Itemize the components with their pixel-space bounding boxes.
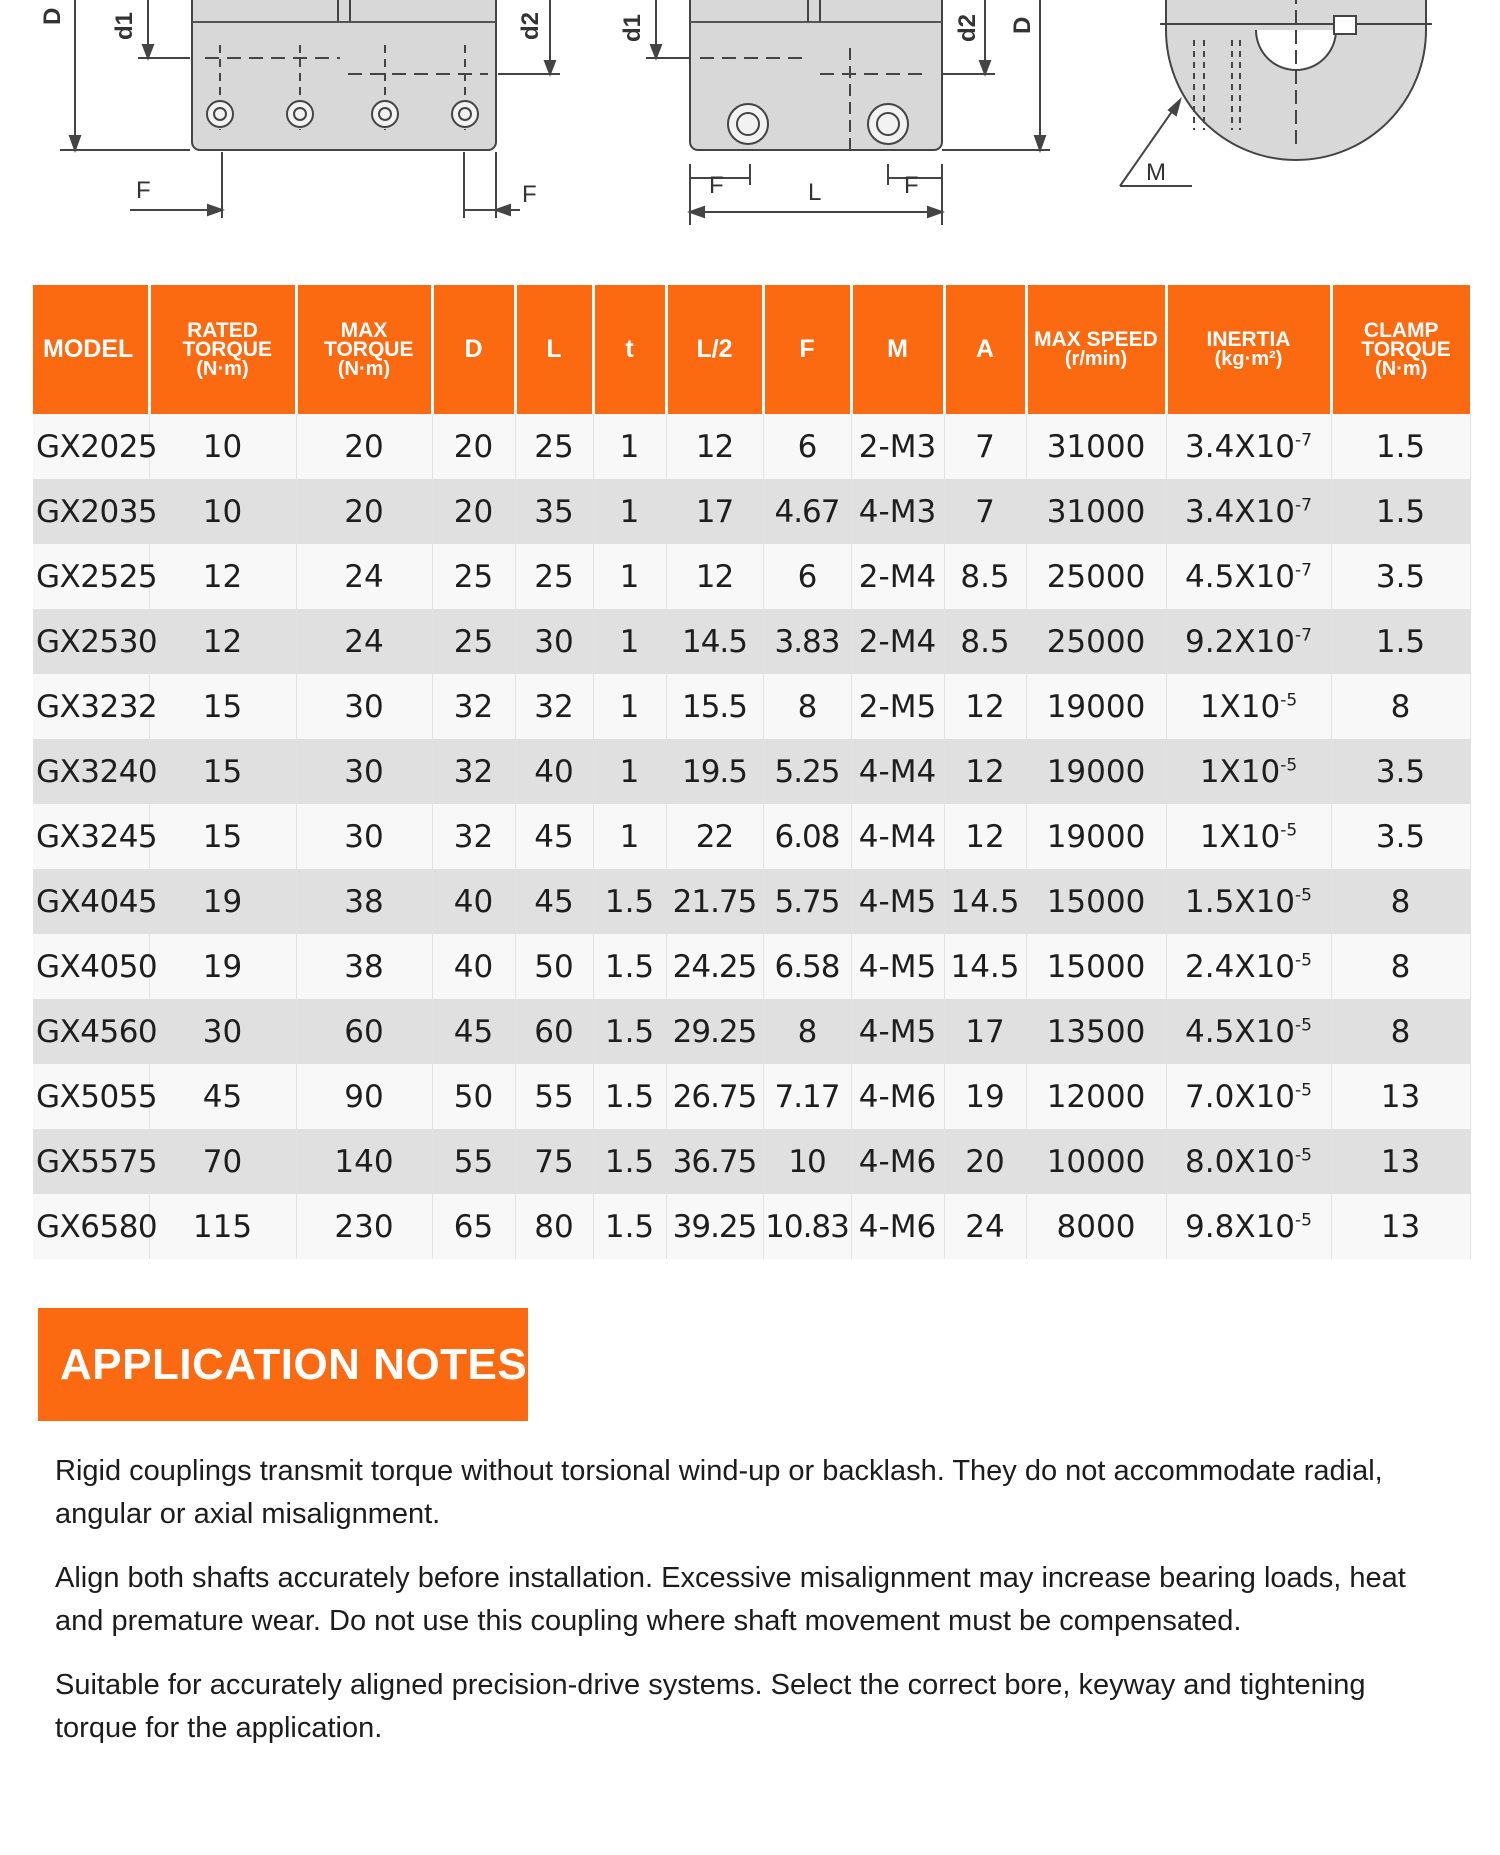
dim-label-F-left-b: F xyxy=(522,181,537,208)
cell-A: 8.5 xyxy=(944,544,1026,609)
table-row xyxy=(33,609,1470,674)
header-D: D xyxy=(432,285,515,414)
cell-F: 4.67 xyxy=(763,479,851,544)
cell-clamp-torque: 8 xyxy=(1331,869,1470,934)
note-paragraph-1: Rigid couplings transmit torque without torsional wind-up or backlash. They do not accommodate radial, angular or axial misalignment. xyxy=(55,1455,1383,1530)
cell-M: 4-M6 xyxy=(851,1129,944,1194)
inertia-exponent: -5 xyxy=(1295,950,1312,971)
cell-clamp-torque: 3.5 xyxy=(1331,739,1470,804)
cell-clamp-torque: 3.5 xyxy=(1331,804,1470,869)
cell-rated-torque: 15 xyxy=(149,739,296,804)
cell-M: 4-M6 xyxy=(851,1194,944,1259)
cell-max-torque: 20 xyxy=(296,479,432,544)
cell-clamp-torque: 13 xyxy=(1331,1064,1470,1129)
cell-D: 25 xyxy=(432,544,515,609)
cell-L: 45 xyxy=(515,869,593,934)
cell-M: 2-M3 xyxy=(851,414,944,479)
cell-t: 1 xyxy=(593,609,666,674)
table-row xyxy=(33,739,1470,804)
cell-max-torque: 230 xyxy=(296,1194,432,1259)
cell-rated-torque: 30 xyxy=(149,999,296,1064)
cell-t: 1.5 xyxy=(593,869,666,934)
dim-label-M-right: M xyxy=(1146,159,1166,186)
inertia-exponent: -5 xyxy=(1295,885,1312,906)
cell-inertia: $1X10^{-5}$ xyxy=(1166,739,1331,804)
header-model: MODEL xyxy=(33,285,149,414)
cell-F: 10 xyxy=(763,1129,851,1194)
table-row xyxy=(33,934,1470,999)
cell-model: GX5575 xyxy=(33,1129,149,1194)
cell-L: 75 xyxy=(515,1129,593,1194)
cell-L: 35 xyxy=(515,479,593,544)
cell-max-torque: 30 xyxy=(296,674,432,739)
cell-max-torque: 60 xyxy=(296,999,432,1064)
cell-F: 7.17 xyxy=(763,1064,851,1129)
dim-label-d1-mid: d1 xyxy=(619,13,646,42)
cell-max-torque: 30 xyxy=(296,739,432,804)
header-M: M xyxy=(851,285,944,414)
cell-model: GX6580 xyxy=(33,1194,149,1259)
cell-clamp-torque: 1.5 xyxy=(1331,414,1470,479)
cell-clamp-torque: 13 xyxy=(1331,1129,1470,1194)
note-paragraph-2: Align both shafts accurately before installation. Excessive misalignment may increase bearing loads, heat and premature wear. Do not use this coupling where shaft movement must be compensated. xyxy=(55,1562,1406,1637)
table-row xyxy=(33,674,1470,739)
cell-max-torque: 38 xyxy=(296,869,432,934)
cell-t: 1 xyxy=(593,414,666,479)
header-t: t xyxy=(593,285,666,414)
cell-F: 5.25 xyxy=(763,739,851,804)
cell-A: 7 xyxy=(944,414,1026,479)
cell-clamp-torque: 8 xyxy=(1331,934,1470,999)
cell-D: 65 xyxy=(432,1194,515,1259)
cell-max-speed: 12000 xyxy=(1026,1064,1166,1129)
cell-D: 25 xyxy=(432,609,515,674)
technical-drawing xyxy=(0,0,1500,250)
cell-L: 45 xyxy=(515,804,593,869)
cell-rated-torque: 15 xyxy=(149,674,296,739)
table-row xyxy=(33,804,1470,869)
cell-inertia: $9.8X10^{-5}$ xyxy=(1166,1194,1331,1259)
header-row xyxy=(33,285,1470,414)
header-max-torque: MAX TORQUE (N·m) xyxy=(296,285,432,414)
cell-max-speed: 15000 xyxy=(1026,934,1166,999)
cell-t: 1 xyxy=(593,544,666,609)
cell-rated-torque: 19 xyxy=(149,934,296,999)
header-F: F xyxy=(763,285,851,414)
cell-max-speed: 25000 xyxy=(1026,544,1166,609)
cell-L-half: 36.75 xyxy=(666,1129,763,1194)
cell-inertia: $7.0X10^{-5}$ xyxy=(1166,1064,1331,1129)
cell-F: 10.83 xyxy=(763,1194,851,1259)
cell-A: 20 xyxy=(944,1129,1026,1194)
cell-L: 30 xyxy=(515,609,593,674)
cell-L-half: 22 xyxy=(666,804,763,869)
dim-label-F-mid-b: F xyxy=(904,172,919,199)
cell-A: 12 xyxy=(944,739,1026,804)
spec-table-body xyxy=(33,414,1470,1259)
cell-inertia: $1X10^{-5}$ xyxy=(1166,804,1331,869)
cell-A: 17 xyxy=(944,999,1026,1064)
inertia-exponent: -7 xyxy=(1295,625,1312,646)
cell-D: 40 xyxy=(432,869,515,934)
cell-F: 8 xyxy=(763,999,851,1064)
cell-clamp-torque: 8 xyxy=(1331,999,1470,1064)
cell-clamp-torque: 1.5 xyxy=(1331,609,1470,674)
inertia-exponent: -5 xyxy=(1280,820,1298,841)
header-L-half: L/2 xyxy=(666,285,763,414)
cell-max-speed: 8000 xyxy=(1026,1194,1166,1259)
cell-model: GX4045 xyxy=(33,869,149,934)
cell-L-half: 17 xyxy=(666,479,763,544)
dim-label-L-mid: L xyxy=(808,179,822,206)
cell-F: 8 xyxy=(763,674,851,739)
dim-label-D-mid: D xyxy=(1009,16,1036,34)
inertia-exponent: -7 xyxy=(1295,560,1312,581)
cell-M: 4-M5 xyxy=(851,999,944,1064)
cell-t: 1 xyxy=(593,674,666,739)
cell-rated-torque: 19 xyxy=(149,869,296,934)
header-clamp-torque: CLAMP TORQUE (N·m) xyxy=(1331,285,1470,414)
cell-clamp-torque: 8 xyxy=(1331,674,1470,739)
table-row xyxy=(33,1194,1470,1259)
cell-L-half: 19.5 xyxy=(666,739,763,804)
cell-clamp-torque: 3.5 xyxy=(1331,544,1470,609)
header-max-speed: MAX SPEED (r/min) xyxy=(1026,285,1166,414)
inertia-exponent: -5 xyxy=(1295,1015,1312,1036)
table-row xyxy=(33,869,1470,934)
cell-max-speed: 15000 xyxy=(1026,869,1166,934)
cell-D: 32 xyxy=(432,739,515,804)
cell-A: 14.5 xyxy=(944,869,1026,934)
table-row xyxy=(33,1129,1470,1194)
cell-model: GX5055 xyxy=(33,1064,149,1129)
cell-max-speed: 31000 xyxy=(1026,479,1166,544)
dim-label-d1-left: d1 xyxy=(111,11,138,40)
cell-M: 4-M5 xyxy=(851,934,944,999)
cell-clamp-torque: 13 xyxy=(1331,1194,1470,1259)
middle-coupling-view xyxy=(646,0,1050,225)
cell-t: 1.5 xyxy=(593,999,666,1064)
cell-F: 5.75 xyxy=(763,869,851,934)
cell-max-speed: 19000 xyxy=(1026,739,1166,804)
cell-L-half: 26.75 xyxy=(666,1064,763,1129)
cell-A: 12 xyxy=(944,674,1026,739)
cell-model: GX3240 xyxy=(33,739,149,804)
cell-A: 14.5 xyxy=(944,934,1026,999)
cell-max-speed: 10000 xyxy=(1026,1129,1166,1194)
dim-label-D-left: D xyxy=(39,7,66,25)
inertia-exponent: -5 xyxy=(1280,690,1298,711)
cell-inertia: $9.2X10^{-7}$ xyxy=(1166,609,1331,674)
cell-F: 6.08 xyxy=(763,804,851,869)
cell-max-torque: 20 xyxy=(296,414,432,479)
cell-t: 1.5 xyxy=(593,934,666,999)
cell-rated-torque: 12 xyxy=(149,544,296,609)
inertia-exponent: -7 xyxy=(1295,430,1312,451)
cell-L: 55 xyxy=(515,1064,593,1129)
cell-L: 25 xyxy=(515,414,593,479)
cell-clamp-torque: 1.5 xyxy=(1331,479,1470,544)
drawing-svg xyxy=(0,0,1500,250)
cell-D: 20 xyxy=(432,414,515,479)
cell-model: GX4050 xyxy=(33,934,149,999)
cell-inertia: $3.4X10^{-7}$ xyxy=(1166,414,1331,479)
cell-L: 60 xyxy=(515,999,593,1064)
end-section-view xyxy=(1120,0,1432,186)
cell-t: 1 xyxy=(593,739,666,804)
table-row xyxy=(33,544,1470,609)
header-A: A xyxy=(944,285,1026,414)
cell-max-speed: 19000 xyxy=(1026,674,1166,739)
cell-L: 80 xyxy=(515,1194,593,1259)
cell-rated-torque: 45 xyxy=(149,1064,296,1129)
cell-M: 2-M4 xyxy=(851,609,944,674)
cell-inertia: $4.5X10^{-5}$ xyxy=(1166,999,1331,1064)
dim-label-F-left-a: F xyxy=(136,177,151,204)
cell-D: 32 xyxy=(432,674,515,739)
cell-A: 19 xyxy=(944,1064,1026,1129)
header-rated-torque: RATED TORQUE (N·m) xyxy=(149,285,296,414)
cell-t: 1 xyxy=(593,804,666,869)
spec-table xyxy=(33,285,1471,1259)
application-notes-title: APPLICATION NOTES xyxy=(60,1339,528,1389)
cell-F: 6 xyxy=(763,544,851,609)
cell-max-speed: 25000 xyxy=(1026,609,1166,674)
cell-L-half: 14.5 xyxy=(666,609,763,674)
cell-model: GX3232 xyxy=(33,674,149,739)
cell-D: 20 xyxy=(432,479,515,544)
cell-inertia: $1.5X10^{-5}$ xyxy=(1166,869,1331,934)
cell-M: 4-M3 xyxy=(851,479,944,544)
cell-L-half: 12 xyxy=(666,414,763,479)
cell-inertia: $8.0X10^{-5}$ xyxy=(1166,1129,1331,1194)
inertia-exponent: -7 xyxy=(1295,495,1312,516)
cell-model: GX2530 xyxy=(33,609,149,674)
cell-model: GX2025 xyxy=(33,414,149,479)
inertia-exponent: -5 xyxy=(1295,1210,1312,1231)
cell-M: 2-M4 xyxy=(851,544,944,609)
cell-D: 55 xyxy=(432,1129,515,1194)
cell-rated-torque: 15 xyxy=(149,804,296,869)
inertia-exponent: -5 xyxy=(1280,755,1298,776)
cell-D: 45 xyxy=(432,999,515,1064)
cell-t: 1 xyxy=(593,479,666,544)
cell-L-half: 12 xyxy=(666,544,763,609)
cell-model: GX3245 xyxy=(33,804,149,869)
cell-max-speed: 31000 xyxy=(1026,414,1166,479)
application-notes-header xyxy=(38,1308,528,1421)
application-notes-body xyxy=(55,1450,1455,1771)
cell-F: 6.58 xyxy=(763,934,851,999)
cell-inertia: $2.4X10^{-5}$ xyxy=(1166,934,1331,999)
cell-max-torque: 30 xyxy=(296,804,432,869)
inertia-exponent: -5 xyxy=(1295,1080,1312,1101)
cell-max-speed: 19000 xyxy=(1026,804,1166,869)
cell-max-torque: 24 xyxy=(296,544,432,609)
cell-D: 50 xyxy=(432,1064,515,1129)
header-inertia: INERTIA (kg·m²) xyxy=(1166,285,1331,414)
cell-M: 4-M4 xyxy=(851,804,944,869)
cell-inertia: $3.4X10^{-7}$ xyxy=(1166,479,1331,544)
cell-model: GX4560 xyxy=(33,999,149,1064)
cell-L: 32 xyxy=(515,674,593,739)
cell-max-torque: 140 xyxy=(296,1129,432,1194)
cell-A: 7 xyxy=(944,479,1026,544)
cell-L-half: 29.25 xyxy=(666,999,763,1064)
cell-rated-torque: 115 xyxy=(149,1194,296,1259)
cell-M: 2-M5 xyxy=(851,674,944,739)
header-L: L xyxy=(515,285,593,414)
cell-F: 6 xyxy=(763,414,851,479)
cell-t: 1.5 xyxy=(593,1129,666,1194)
cell-M: 4-M5 xyxy=(851,869,944,934)
table-row xyxy=(33,479,1470,544)
cell-L-half: 21.75 xyxy=(666,869,763,934)
cell-inertia: $4.5X10^{-7}$ xyxy=(1166,544,1331,609)
cell-D: 32 xyxy=(432,804,515,869)
cell-L-half: 24.25 xyxy=(666,934,763,999)
table-row xyxy=(33,1064,1470,1129)
cell-rated-torque: 10 xyxy=(149,414,296,479)
cell-rated-torque: 70 xyxy=(149,1129,296,1194)
dim-label-d2-mid: d2 xyxy=(954,13,981,42)
inertia-exponent: -5 xyxy=(1295,1145,1312,1166)
cell-M: 4-M4 xyxy=(851,739,944,804)
cell-max-torque: 24 xyxy=(296,609,432,674)
dim-label-d2-left: d2 xyxy=(517,11,544,40)
cell-rated-torque: 12 xyxy=(149,609,296,674)
cell-t: 1.5 xyxy=(593,1064,666,1129)
cell-model: GX2035 xyxy=(33,479,149,544)
dim-label-F-mid-a: F xyxy=(709,172,724,199)
cell-F: 3.83 xyxy=(763,609,851,674)
spec-table-header xyxy=(33,285,1470,414)
cell-t: 1.5 xyxy=(593,1194,666,1259)
cell-max-torque: 90 xyxy=(296,1064,432,1129)
cell-max-torque: 38 xyxy=(296,934,432,999)
cell-M: 4-M6 xyxy=(851,1064,944,1129)
cell-inertia: $1X10^{-5}$ xyxy=(1166,674,1331,739)
cell-D: 40 xyxy=(432,934,515,999)
cell-A: 12 xyxy=(944,804,1026,869)
cell-A: 8.5 xyxy=(944,609,1026,674)
cell-model: GX2525 xyxy=(33,544,149,609)
cell-L: 50 xyxy=(515,934,593,999)
cell-rated-torque: 10 xyxy=(149,479,296,544)
table-row xyxy=(33,414,1470,479)
cell-L-half: 15.5 xyxy=(666,674,763,739)
note-paragraph-3: Suitable for accurately aligned precision-drive systems. Select the correct bore, keyway and tightening torque for the application. xyxy=(55,1669,1366,1744)
cell-max-speed: 13500 xyxy=(1026,999,1166,1064)
cell-L-half: 39.25 xyxy=(666,1194,763,1259)
cell-L: 25 xyxy=(515,544,593,609)
table-row xyxy=(33,999,1470,1064)
cell-L: 40 xyxy=(515,739,593,804)
cell-A: 24 xyxy=(944,1194,1026,1259)
